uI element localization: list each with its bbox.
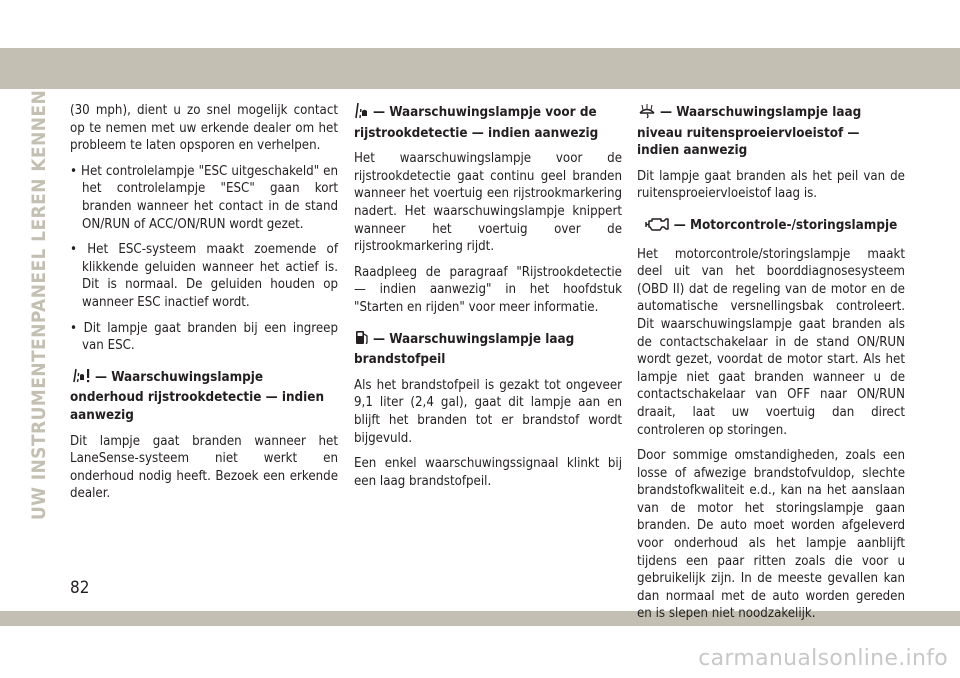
bullet-item: • Het ESC-systeem maakt zoemende of klikkende geluiden wanneer het actief is. Dit is normaal. De geluiden houden op wanneer ESC inactief wordt.: [70, 242, 338, 310]
section-heading-washer-fluid: [637, 102, 905, 160]
column-2: [354, 102, 622, 498]
section-side-title: [27, 89, 52, 521]
column-1: [70, 102, 338, 511]
bullet-item: • Het controlelampje "ESC uitgeschakeld" en het controlelampje "ESC" gaan kort branden wanneer het contact in de stand ON/RUN of ACC/ON/RUN wordt gezet.: [70, 163, 338, 232]
page-number: 82: [70, 578, 90, 598]
paragraph: Dit lampje gaat branden als het peil van de ruitensproeiervloeistof laag is.: [637, 168, 905, 202]
washer-fluid-icon: [637, 102, 657, 125]
paragraph: Het motorcontrole/storingslampje maakt deel uit van het boorddiagnosesysteem (OBD II) dat de regeling van de motor en de automatische versnellingsbak controleert. Dit waarschuwingslampje gaat branden als de contactschakelaar in de stand ON/RUN wordt gezet, voordat de motor start. Als het lampje niet gaat branden wanneer u de contactschakelaar van OFF naar ON/RUN draait, laat uw voertuig dan direct controleren op storingen.: [637, 246, 905, 438]
side-title-text: UW INSTRUMENTENPANEEL LEREN KENNEN: [28, 89, 51, 521]
lane-departure-icon: [354, 102, 370, 125]
paragraph: Als het brandstofpeil is gezakt tot ongeveer 9,1 liter (2,4 gal), gaat dit lampje aan en blijft het branden tot er brandstof wordt bijgevuld.: [354, 377, 622, 446]
paragraph: Door sommige omstandigheden, zoals een losse of afwezige brandstofvuldop, slechte brandstofkwaliteit e.d., kan na het aanslaan van de motor het storingslampje gaan branden. De auto moet worden afgeleverd voor onderhoud als het lampje aanblijft tijdens een paar ritten zoals die voor u gebruikelijk zijn. In de meeste gevallen kan dan normaal met de auto worden gereden en is slepen niet noodzakelijk.: [637, 448, 905, 622]
heading-text: — Waarschuwingslampje laag niveau ruitensproeiervloeistof — indien aanwezig: [637, 105, 862, 159]
section-heading-fuel: [354, 329, 622, 369]
column-3: [637, 102, 905, 631]
paragraph: Dit lampje gaat branden wanneer het LaneSense-systeem niet werkt en onderhoud nodig heeft. Bezoek een erkende dealer.: [70, 433, 338, 502]
section-heading-engine: [637, 215, 905, 238]
paragraph: Het waarschuwingslampje voor de rijstrookdetectie gaat continu geel branden wanneer het voertuig een rijstrookmarkering nadert. Het waarschuwingslampje knippert wanneer het voertuig over de rijstrookmarkering rijdt.: [354, 151, 622, 255]
section-heading-lane-service: [70, 367, 338, 425]
fuel-pump-icon: [354, 329, 370, 352]
watermark: carmanualsonline.info: [698, 646, 948, 671]
paragraph: (30 mph), dient u zo snel mogelijk contact op te nemen met uw erkende dealer om het probleem te laten opsporen en verhelpen.: [70, 103, 338, 154]
heading-text: — Waarschuwingslampje laag brandstofpeil: [354, 331, 575, 368]
heading-text: — Waarschuwingslampje onderhoud rijstrookdetectie — indien aanwezig: [70, 369, 325, 423]
section-heading-lane-departure: [354, 102, 622, 142]
lane-service-warning-icon: [70, 367, 92, 390]
paragraph: Raadpleeg de paragraaf "Rijstrookdetectie — indien aanwezig" in het hoofdstuk "Starten en rijden" voor meer informatie.: [354, 264, 622, 315]
heading-text: — Waarschuwingslampje voor de rijstrookdetectie — indien aanwezig: [354, 105, 599, 141]
header-band: [0, 48, 960, 89]
bullet-item: • Dit lampje gaat branden bij een ingreep van ESC.: [70, 320, 338, 354]
paragraph: Een enkel waarschuwingssignaal klinkt bij een laag brandstofpeil.: [354, 456, 622, 489]
check-engine-icon: [645, 215, 671, 238]
heading-text: — Motorcontrole-/storingslampje: [673, 217, 898, 233]
